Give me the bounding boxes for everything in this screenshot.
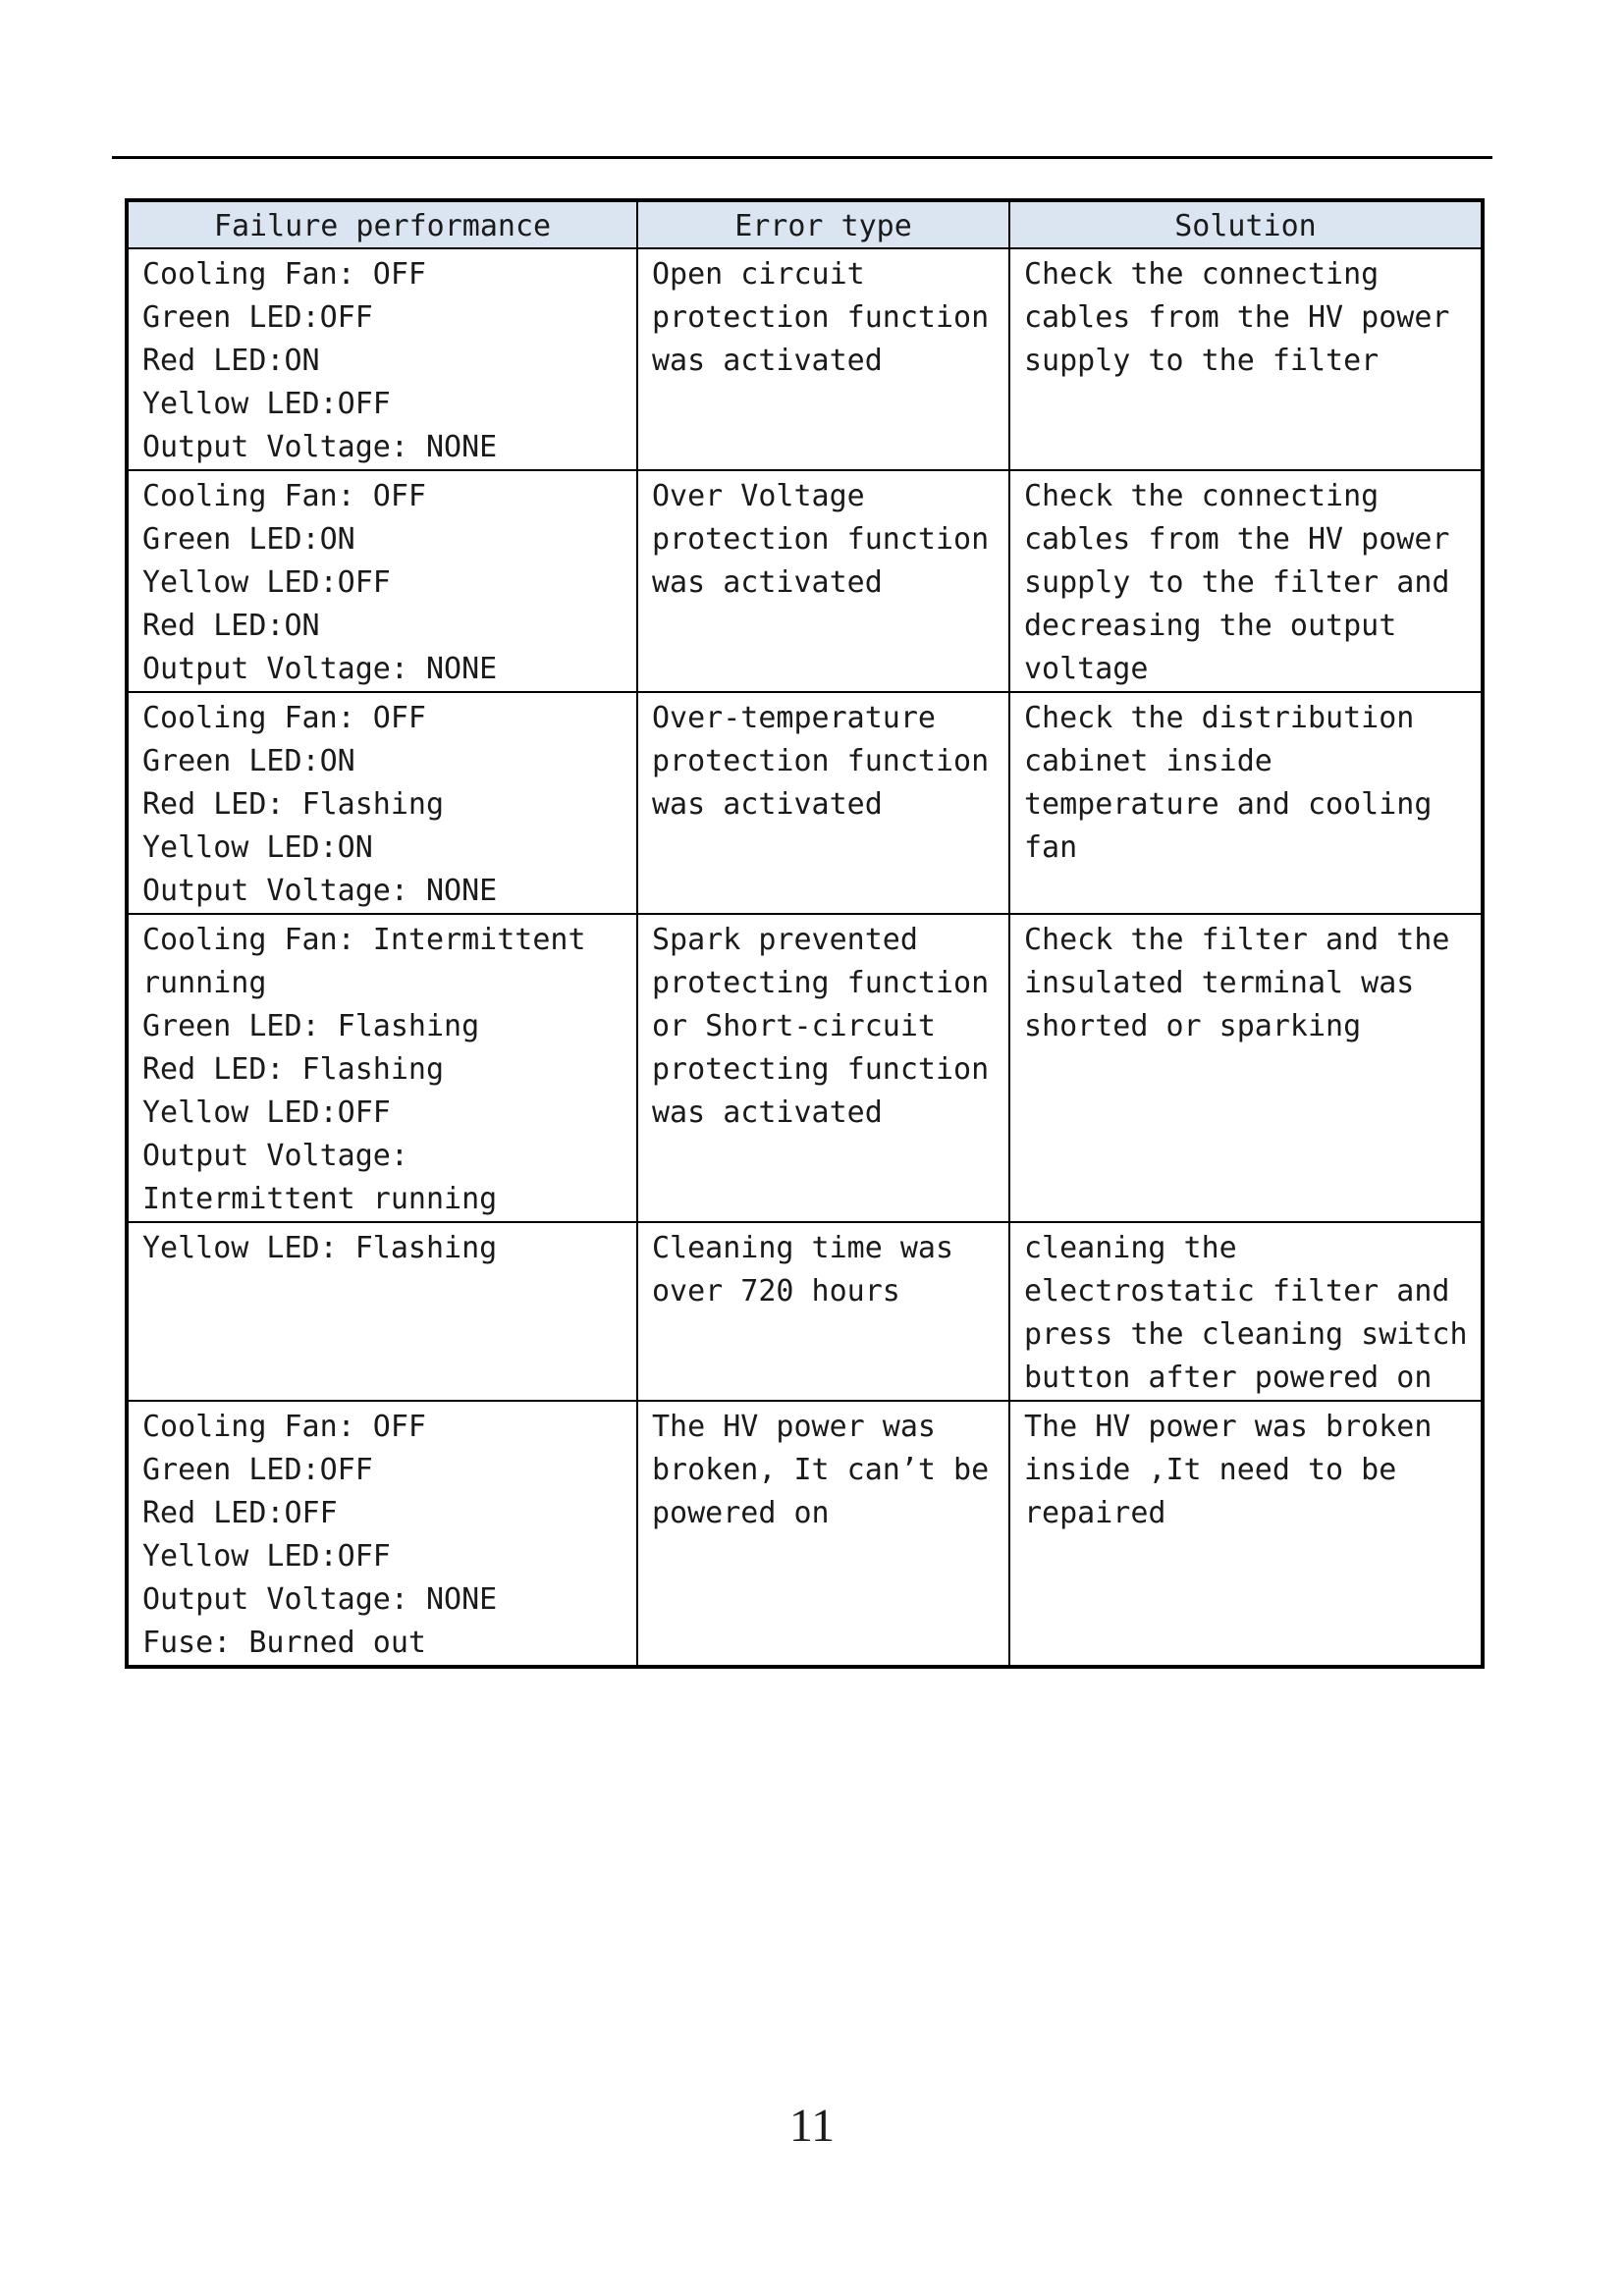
failure-line: Yellow LED: Flashing xyxy=(142,1231,498,1265)
failure-line: Green LED:OFF xyxy=(142,300,373,335)
failure-line: Output Voltage: NONE xyxy=(142,874,498,908)
header-solution: Solution xyxy=(1009,200,1483,248)
solution-cell xyxy=(1009,692,1483,914)
solution-cell xyxy=(1009,470,1483,692)
solution-cell xyxy=(1009,248,1483,470)
failure-line: Red LED:ON xyxy=(142,609,320,643)
table-row xyxy=(127,914,1483,1222)
solution-cell xyxy=(1009,1401,1483,1667)
solution-text: cleaning the electrostatic filter and press the cleaning switch button after powered on xyxy=(1024,1231,1468,1395)
failure-cell xyxy=(127,914,637,1222)
failure-line: Fuse: Burned out xyxy=(142,1626,426,1660)
solution-text: Check the filter and the insulated terminal was shorted or sparking xyxy=(1024,923,1450,1043)
solution-cell xyxy=(1009,1222,1483,1401)
table-row xyxy=(127,1222,1483,1401)
error-type-cell xyxy=(637,248,1009,470)
failure-line: Cooling Fan: OFF xyxy=(142,479,426,513)
failure-line: Red LED: Flashing xyxy=(142,1052,445,1087)
failure-line: Cooling Fan: OFF xyxy=(142,701,426,735)
failure-cell xyxy=(127,248,637,470)
failure-line: Output Voltage: NONE xyxy=(142,652,498,686)
failure-cell xyxy=(127,470,637,692)
failure-cell xyxy=(127,1222,637,1401)
failure-line: Cooling Fan: OFF xyxy=(142,1410,426,1444)
failure-line: Green LED:ON xyxy=(142,744,355,778)
header-error-type: Error type xyxy=(637,200,1009,248)
solution-cell xyxy=(1009,914,1483,1222)
failure-line: Yellow LED:OFF xyxy=(142,387,391,421)
error-type-text: Spark prevented protecting function or Short-circuit protecting function was activated xyxy=(652,923,990,1130)
failure-line: Green LED: Flashing xyxy=(142,1009,480,1043)
failure-line: Green LED:OFF xyxy=(142,1453,373,1487)
error-type-text: Over Voltage protection function was activated xyxy=(652,479,990,600)
failure-line: Yellow LED:OFF xyxy=(142,1539,391,1574)
error-type-text: Cleaning time was over 720 hours xyxy=(652,1231,954,1308)
failure-line: Yellow LED:OFF xyxy=(142,565,391,600)
failure-line: Green LED:ON xyxy=(142,522,355,557)
failure-line: Cooling Fan: OFF xyxy=(142,257,426,292)
error-type-cell xyxy=(637,692,1009,914)
header-failure-performance: Failure performance xyxy=(127,200,637,248)
solution-text: The HV power was broken inside ,It need to be repaired xyxy=(1024,1410,1433,1530)
error-type-text: The HV power was broken, It can’t be powered on xyxy=(652,1410,990,1530)
failure-cell xyxy=(127,1401,637,1667)
solution-text: Check the connecting cables from the HV power supply to the filter and decreasing the output voltage xyxy=(1024,479,1450,686)
failure-line: Yellow LED:ON xyxy=(142,830,373,865)
error-type-text: Over-temperature protection function was activated xyxy=(652,701,990,822)
header-rule xyxy=(112,156,1492,159)
failure-line: Output Voltage: Intermittent running xyxy=(142,1139,498,1216)
solution-text: Check the distribution cabinet inside temperature and cooling fan xyxy=(1024,701,1433,865)
table-header-row xyxy=(127,200,1483,248)
error-type-text: Open circuit protection function was activated xyxy=(652,257,990,378)
error-type-cell xyxy=(637,1222,1009,1401)
troubleshooting-table xyxy=(125,198,1485,1669)
solution-text: Check the connecting cables from the HV power supply to the filter xyxy=(1024,257,1450,378)
failure-line: Output Voltage: NONE xyxy=(142,1582,498,1617)
page-number: 11 xyxy=(788,2100,836,2152)
failure-line: Red LED:OFF xyxy=(142,1496,338,1530)
failure-line: Yellow LED:OFF xyxy=(142,1095,391,1130)
error-type-cell xyxy=(637,914,1009,1222)
failure-cell xyxy=(127,692,637,914)
table-row xyxy=(127,692,1483,914)
failure-line: Red LED: Flashing xyxy=(142,787,445,822)
table-row xyxy=(127,470,1483,692)
table-row xyxy=(127,1401,1483,1667)
failure-line: Cooling Fan: Intermittent running xyxy=(142,923,586,1000)
failure-line: Red LED:ON xyxy=(142,344,320,378)
failure-line: Output Voltage: NONE xyxy=(142,430,498,464)
table-row xyxy=(127,248,1483,470)
error-type-cell xyxy=(637,1401,1009,1667)
error-type-cell xyxy=(637,470,1009,692)
